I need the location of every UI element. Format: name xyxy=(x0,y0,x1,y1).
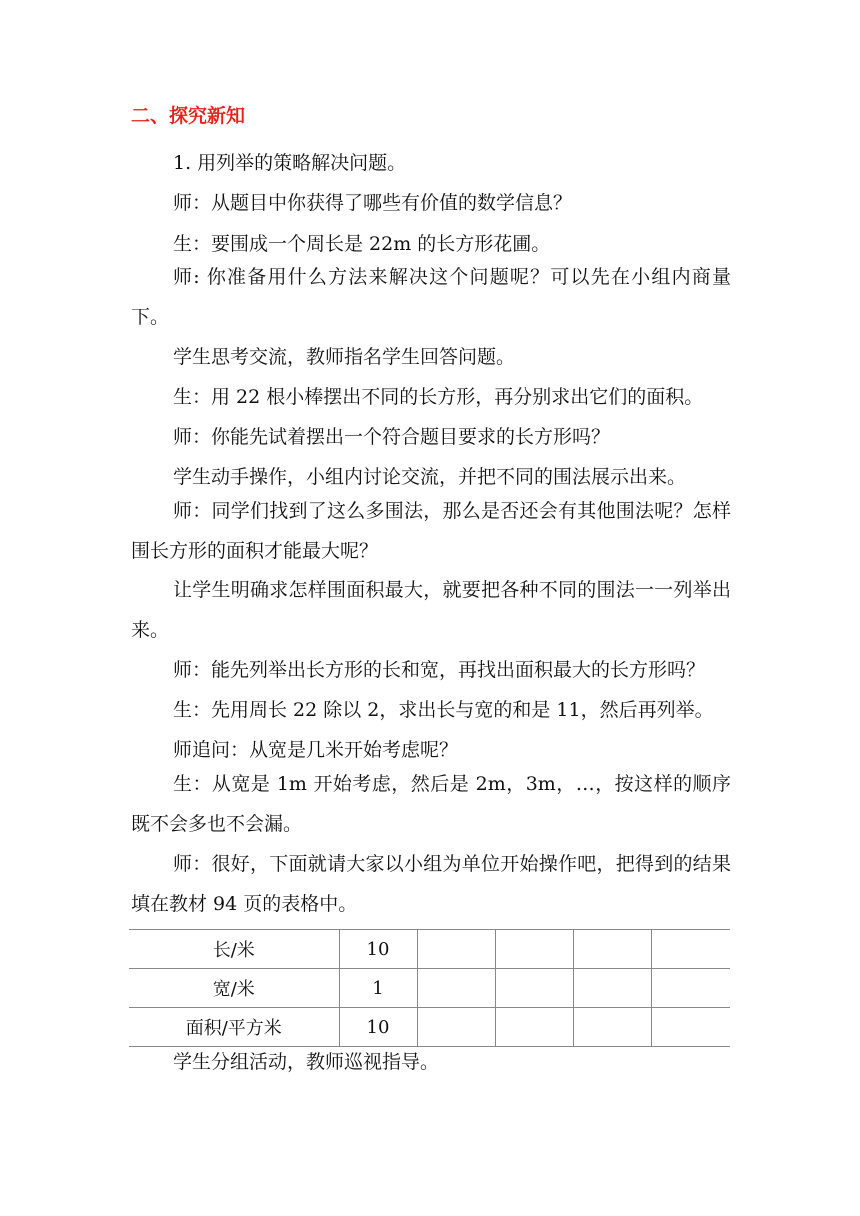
paragraph: 师：从题目中你获得了哪些有价值的数学信息？ xyxy=(173,192,573,214)
rectangle-table xyxy=(129,929,730,1047)
table-cell xyxy=(417,930,495,969)
paragraph: 学生动手操作，小组内讨论交流，并把不同的围法展示出来。 xyxy=(173,466,687,488)
row-label: 宽/米 xyxy=(129,969,339,1008)
paragraph: 师追问：从宽是几米开始考虑呢？ xyxy=(173,739,459,761)
table-cell xyxy=(573,1008,651,1047)
table-cell xyxy=(651,930,730,969)
table-cell xyxy=(573,930,651,969)
table-cell xyxy=(495,969,573,1008)
paragraph: 师：能先列举出长方形的长和宽，再找出面积最大的长方形吗？ xyxy=(173,659,706,681)
table-cell: 10 xyxy=(339,1008,417,1047)
paragraph-closing: 学生分组活动，教师巡视指导。 xyxy=(173,1051,440,1073)
paragraph: 生：要围成一个周长是 22m 的长方形花圃。 xyxy=(173,233,551,255)
section-heading: 二、探究新知 xyxy=(131,105,246,127)
table-cell: 10 xyxy=(339,930,417,969)
paragraph: 学生思考交流，教师指名学生回答问题。 xyxy=(173,346,516,368)
table-cell xyxy=(495,930,573,969)
table-cell xyxy=(651,1008,730,1047)
paragraph: 师：很好，下面就请大家以小组为单位开始操作吧，把得到的结果填在教材 94 页的表格中。 xyxy=(131,853,731,915)
table-cell xyxy=(573,969,651,1008)
paragraph-task: 1. 用列举的策略解决问题。 xyxy=(173,152,407,174)
table-cell xyxy=(417,1008,495,1047)
paragraph: 让学生明确求怎样围面积最大，就要把各种不同的围法一一列举出来。 xyxy=(131,579,731,641)
row-label: 长/米 xyxy=(129,930,339,969)
table-cell: 1 xyxy=(339,969,417,1008)
table-row xyxy=(129,1008,730,1047)
paragraph: 师：同学们找到了这么多围法，那么是否还会有其他围法呢？怎样围长方形的面积才能最大呢？ xyxy=(131,500,731,562)
paragraph: 生：先用周长 22 除以 2，求出长与宽的和是 11，然后再列举。 xyxy=(173,699,714,721)
table-cell xyxy=(495,1008,573,1047)
table-cell xyxy=(651,969,730,1008)
table-row xyxy=(129,969,730,1008)
table-cell xyxy=(417,969,495,1008)
paragraph: 师: 你准备用什么方法来解决这个问题呢？可以先在小组内商量下。 xyxy=(131,266,731,328)
row-label: 面积/平方米 xyxy=(129,1008,339,1047)
paragraph: 师：你能先试着摆出一个符合题目要求的长方形吗？ xyxy=(173,426,611,448)
paragraph: 生：用 22 根小棒摆出不同的长方形，再分别求出它们的面积。 xyxy=(173,386,704,408)
table-row xyxy=(129,930,730,969)
paragraph: 生：从宽是 1m 开始考虑，然后是 2m，3m，…，按这样的顺序既不会多也不会漏。 xyxy=(131,773,731,835)
